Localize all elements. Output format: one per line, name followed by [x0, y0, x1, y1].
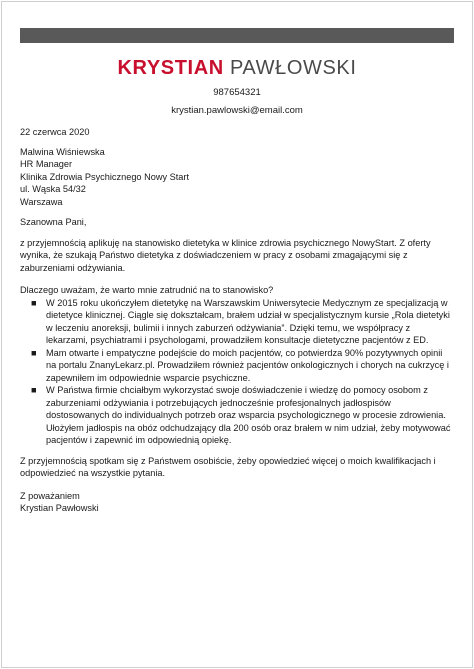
signature-name: Krystian Pawłowski — [20, 503, 99, 513]
list-item-text: W Państwa firmie chciałbym wykorzystać swoje doświadczenie i wiedzę do pomocy osobom z zaburzeniami odżywiania i potrzebujących jednocześnie profesjonalnych jadłospisów dostosowanych do individualnych potrzeb oraz wsparcia psychologicznego w procesie zdrowienia. Ułożyłem jadłospis na obóz odchudzający dla 200 osób oraz brałem w nim udział, żeby motywować pacjentów i zapewnić im odpowiednią opiekę. — [46, 385, 451, 445]
letter-date: 22 czerwca 2020 — [20, 127, 90, 137]
recipient-title: HR Manager — [20, 159, 73, 169]
first-name: KRYSTIAN — [117, 57, 224, 79]
last-name: PAWŁOWSKI — [229, 57, 357, 79]
bullet-icon: ■ — [31, 297, 37, 308]
recipient-name: Malwina Wiśniewska — [20, 146, 105, 157]
bullet-icon: ■ — [31, 347, 37, 358]
question-line: Dlaczego uważam, że warto mnie zatrudnić na to stanowisko? — [20, 285, 274, 295]
recipient-street: ul. Wąska 54/32 — [20, 184, 86, 194]
list-item — [20, 347, 454, 385]
intro-paragraph: z przyjemnością aplikuję na stanowisko dietetyka w klinice zdrowia psychicznego NowyStart. Z oferty wynika, że szukają Państwo dietetyka z doświadczeniem w pracy z osobami zmagającymi się z zaburzeniami odżywiania. — [20, 237, 431, 273]
reasons-list — [20, 297, 454, 447]
sign-off: Z poważaniem — [20, 490, 80, 501]
closing-paragraph: Z przyjemnością spotkam się z Państwem osobiście, żeby opowiedzieć więcej o moich kwalifikacjach i odpowiedzieć na wszystkie pytania. — [20, 455, 436, 478]
recipient-address — [20, 146, 454, 209]
recipient-company: Klinika Zdrowia Psychicznego Nowy Start — [20, 171, 190, 182]
recipient-city: Warszawa — [20, 196, 63, 207]
bullet-icon: ■ — [31, 385, 37, 395]
email-address: krystian.pawlowski@email.com — [171, 105, 303, 116]
applicant-name — [0, 56, 474, 80]
list-item-text: W 2015 roku ukończyłem dietetykę na Warszawskim Uniwersytecie Medycznym ze specjalizacją w dietetyce klinicznej. Ciągle się dokształcam, brałem udział w specjalistycznym kursie „Rola dietetyki w leczeniu anoreksji, bulimii i innych zaburzeń odżywiania”. Dzięki temu, we współpracy z lekarzami, psychiatrami i psychologami, prowadziłem konsultacje dietetyczne pacjentów z ED. — [46, 297, 450, 345]
list-item-text: Mam otwarte i empatyczne podejście do moich pacjentów, co potwierdza 90% pozytywnych opinii na portalu ZnanyLekarz.pl. Prowadziłem również pacjentów onkologicznych i chorych na cukrzycę i zapewniłem im odpowiednie wsparcie psychiczne. — [46, 347, 449, 383]
salutation: Szanowna Pani, — [20, 217, 87, 227]
letter-header — [0, 56, 474, 119]
list-item — [20, 297, 454, 347]
phone-number: 987654321 — [213, 87, 261, 98]
header-bar — [20, 28, 454, 43]
list-item — [20, 384, 454, 447]
letter-body — [20, 126, 454, 515]
